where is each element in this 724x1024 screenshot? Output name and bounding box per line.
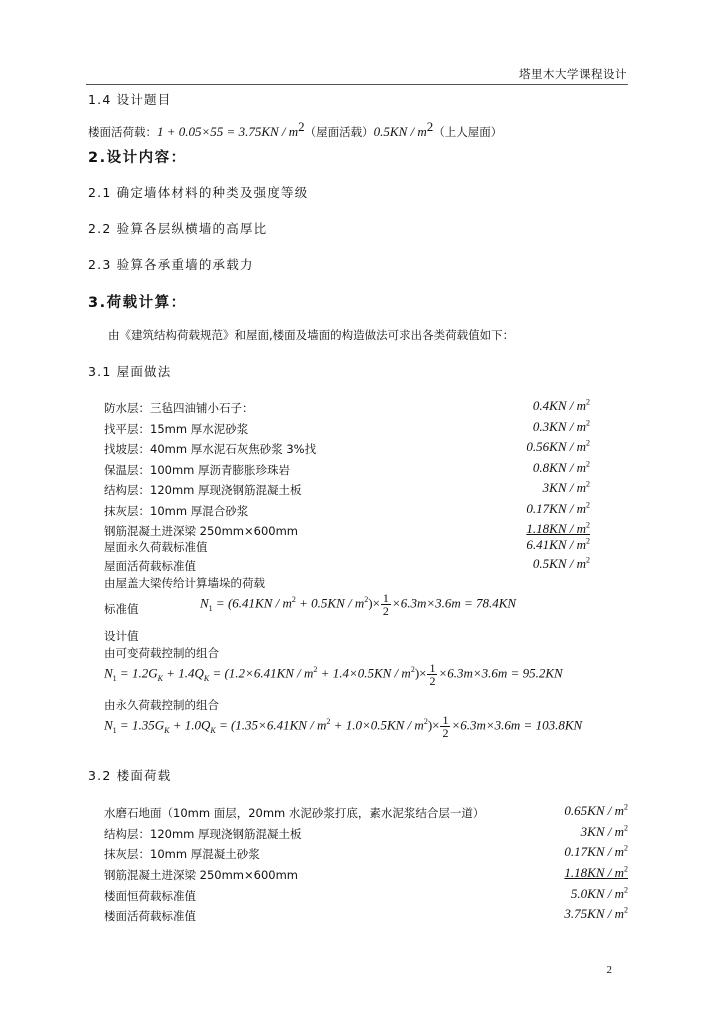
roof-row-value-exp: 2	[586, 479, 590, 489]
roof-row-value-text: 3KN / m	[542, 480, 586, 495]
floor-load-formula: 1 + 0.05×55 = 3.75KN / m	[157, 124, 299, 139]
std-lhs-sub: 1	[208, 604, 213, 614]
eq2-lhs-sub: 1	[112, 726, 117, 736]
permanent-control-label: 由永久荷载控制的组合	[104, 698, 219, 712]
roof-perm-value	[526, 537, 590, 553]
floor-live-exp: 2	[624, 905, 628, 915]
floor-row-value-text: 1.18KN / m	[564, 864, 624, 880]
eq1-fraction	[427, 662, 437, 687]
permanent-control-equation	[104, 714, 582, 739]
eq1-lhs: N	[104, 665, 113, 681]
eq1-term-d-exp: 2	[410, 665, 415, 675]
floor-row-value-text: 3KN / m	[580, 823, 624, 839]
std-term-b-exp: 2	[364, 595, 369, 605]
eq1-term-f: ×6.3m×3.6m = 95.2KN	[438, 665, 563, 681]
roof-load-value: 0.5KN / m	[373, 124, 427, 139]
floor-load-exp: 2	[298, 119, 305, 135]
floor-load-prefix: 楼面活荷载：	[88, 125, 157, 139]
eq1-lhs-sub: 1	[112, 674, 117, 684]
eq2-term-b: + 1.0Q	[169, 717, 211, 733]
variable-control-label: 由可变荷载控制的组合	[104, 646, 219, 660]
eq2-fraction	[440, 714, 450, 739]
floor-perm-label: 楼面恒荷载标准值	[104, 889, 196, 903]
standard-value-equation	[200, 592, 516, 617]
floor-live-value-text: 3.75KN / m	[564, 906, 624, 921]
design-value-label: 设计值	[104, 629, 139, 643]
eq1-term-c: = (1.2×6.41KN / m	[209, 665, 314, 681]
roof-row-label: 防水层：三毡四油铺小石子：	[104, 401, 254, 415]
roof-load-exp: 2	[426, 119, 434, 135]
std-term-d: ×6.3m×3.6m = 78.4KN	[391, 595, 517, 611]
roof-row-label: 保温层：100mm 厚沥青膨胀珍珠岩	[104, 462, 291, 477]
roof-live-value	[533, 556, 590, 572]
roof-row-value	[533, 398, 590, 414]
floor-row-value-exp: 2	[624, 823, 628, 833]
floor-perm-value-text: 5.0KN / m	[570, 886, 624, 901]
roof-row-value	[526, 521, 590, 537]
page-header-title: 塔里木大学课程设计	[519, 67, 627, 81]
roof-live-label: 屋面活荷载标准值	[104, 559, 196, 573]
eq2-term-a-sub: K	[164, 726, 170, 736]
floor-row-label: 水磨石地面（10mm 面层，20mm 水泥砂浆打底，素水泥浆结合层一道）	[104, 806, 485, 820]
floor-row-value-text: 0.65KN / m	[564, 803, 624, 818]
eq1-term-c-exp: 2	[313, 665, 318, 675]
std-fraction	[381, 592, 391, 617]
roof-row-value-exp: 2	[586, 520, 590, 530]
floor-row-value	[581, 824, 628, 840]
eq2-term-d: + 1.0×0.5KN / m	[330, 717, 424, 733]
page-number: 2	[606, 964, 612, 976]
eq1-term-e: )×	[414, 665, 427, 681]
eq1-term-a: = 1.2G	[116, 665, 158, 681]
roof-row-value	[543, 480, 590, 496]
roof-row-value-exp: 2	[586, 459, 590, 469]
header-rule	[86, 84, 628, 85]
eq2-term-c-exp: 2	[326, 717, 331, 727]
eq1-term-d: + 1.4×0.5KN / m	[317, 665, 411, 681]
std-term-a-exp: 2	[291, 595, 296, 605]
roof-row-value	[533, 419, 590, 435]
std-term-a: = (6.41KN / m	[212, 595, 292, 611]
roof-row-label: 结构层：120mm 厚现浇钢筋混凝土板	[104, 483, 302, 497]
roof-perm-value-text: 6.41KN / m	[526, 537, 586, 552]
std-term-c: )×	[368, 595, 380, 611]
floor-row-label: 抹灰层：10mm 厚混凝土砂浆	[104, 847, 260, 861]
section-2-title: 2.设计内容：	[88, 150, 187, 166]
std-term-b: + 0.5KN / m	[295, 595, 365, 611]
roof-row-label: 找平层：15mm 厚水泥砂浆	[104, 421, 249, 436]
roof-row-label: 找坡层：40mm 厚水泥石灰焦砂浆 3%找	[104, 442, 317, 456]
floor-row-value-exp: 2	[624, 864, 628, 874]
standard-value-label: 标准值	[104, 602, 139, 616]
section-1-4-title: 1.4 设计题目	[88, 92, 172, 107]
roof-row-label: 抹灰层：10mm 厚混合砂浆	[104, 503, 249, 518]
section-2-3-title: 2.3 验算各承重墙的承载力	[88, 257, 254, 272]
floor-row-value	[564, 844, 628, 860]
roof-row-value	[526, 439, 590, 455]
eq2-term-a: = 1.35G	[116, 717, 165, 733]
floor-row-value	[564, 865, 628, 881]
floor-row-value-text: 0.17KN / m	[564, 844, 624, 859]
floor-row-value-exp: 2	[624, 843, 628, 853]
section-3-2-title: 3.2 楼面荷载	[88, 768, 172, 783]
section-2-1-title: 2.1 确定墙体材料的种类及强度等级	[88, 185, 309, 200]
eq1-term-b-sub: K	[203, 674, 210, 684]
roof-row-value-exp: 2	[586, 438, 590, 448]
roof-row-value-exp: 2	[586, 397, 590, 407]
floor-row-label: 结构层：120mm 厚现浇钢筋混凝土板	[104, 826, 302, 841]
roof-row-value-text: 0.8KN / m	[532, 459, 586, 475]
std-frac-den: 2	[382, 604, 389, 618]
roof-row-value	[526, 501, 590, 517]
eq2-term-f: ×6.3m×3.6m = 103.8KN	[451, 717, 583, 733]
eq2-frac-den: 2	[442, 726, 449, 740]
eq2-frac-num: 1	[442, 713, 449, 727]
eq2-lhs: N	[104, 717, 113, 733]
floor-live-value	[564, 906, 628, 922]
roof-row-label: 钢筋混凝土进深梁 250mm×600mm	[104, 524, 298, 538]
intro-text: 由《建筑结构荷载规范》和屋面,楼面及墙面的构造做法可求出各类荷载值如下：	[108, 328, 515, 342]
beam-intro-text: 由屋盖大梁传给计算墙垛的荷载	[104, 576, 265, 590]
roof-perm-exp: 2	[586, 536, 590, 546]
floor-row-value	[564, 803, 628, 819]
roof-row-value-exp: 2	[586, 500, 590, 510]
floor-row-value-exp: 2	[624, 802, 628, 812]
roof-row-value-exp: 2	[586, 418, 590, 428]
std-lhs: N	[200, 595, 209, 611]
roof-load-label: （屋面活载）	[304, 125, 374, 139]
eq1-frac-num: 1	[429, 661, 436, 675]
roof-row-value-text: 0.4KN / m	[532, 398, 586, 413]
section-3-title: 3.荷载计算：	[88, 295, 187, 311]
roof-row-value	[533, 460, 590, 476]
roof-perm-label: 屋面永久荷载标准值	[104, 540, 208, 554]
eq1-term-b: + 1.4Q	[162, 665, 204, 681]
section-2-2-title: 2.2 验算各层纵横墙的高厚比	[88, 221, 268, 236]
variable-control-equation	[104, 662, 563, 687]
floor-live-label: 楼面活荷载标准值	[104, 909, 196, 923]
floor-row-label: 钢筋混凝土进深梁 250mm×600mm	[104, 867, 298, 882]
roof-row-value-text: 0.56KN / m	[526, 439, 586, 454]
floor-live-load-line	[88, 119, 503, 140]
eq2-term-e: )×	[427, 717, 440, 733]
roof-row-value-text: 1.18KN / m	[526, 521, 586, 536]
roof-load-suffix: （上人屋面）	[433, 125, 503, 139]
roof-live-value-text: 0.5KN / m	[532, 556, 586, 571]
eq2-term-b-sub: K	[210, 726, 216, 736]
roof-row-value-text: 0.17KN / m	[526, 500, 586, 516]
std-frac-num: 1	[382, 591, 389, 605]
section-3-1-title: 3.1 屋面做法	[88, 364, 172, 379]
eq1-term-a-sub: K	[157, 674, 163, 684]
roof-row-value-text: 0.3KN / m	[532, 418, 586, 434]
floor-perm-value	[571, 886, 628, 902]
roof-live-exp: 2	[586, 555, 590, 565]
eq2-term-c: = (1.35×6.41KN / m	[215, 717, 327, 733]
floor-perm-exp: 2	[624, 885, 628, 895]
eq1-frac-den: 2	[429, 674, 436, 688]
eq2-term-d-exp: 2	[423, 717, 428, 727]
